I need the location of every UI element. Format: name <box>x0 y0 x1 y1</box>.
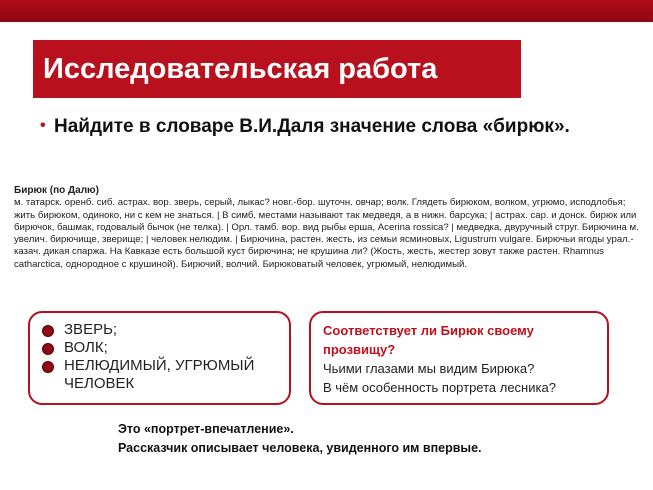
task-text: Найдите в словаре В.И.Даля значение слова «бирюк». <box>54 116 570 137</box>
questions-box <box>309 311 609 405</box>
question-1: Чьими глазами мы видим Бирюка? <box>323 361 535 376</box>
meaning-item: ВОЛК; <box>42 339 289 357</box>
question-2: В чём особенность портрета лесника? <box>323 380 556 395</box>
footer-note <box>118 420 598 458</box>
meaning-item: ЗВЕРЬ; <box>42 321 289 339</box>
footer-line-2: Рассказчик описывает человека, увиденного им впервые. <box>118 441 482 455</box>
dictionary-text: м. татарск. оренб. сиб. астрах. вор. зверь, серый, лыкас? новг.-бор. шуточн. овчар; волк. Глядеть бирюком, волком, угрюмо, исподлобья; жить бирюком, одиноко, ни с кем не знаться. | В симб. местами называют так медведя, а в нижн. барсука; | астрах. сар. и донск. бирюк или бирючок, башмак, годовалый бычок (не телка). | Орл. тамб. вор. вид рыбы ерша, Acerina rossica? | медведка, двуручный струг. Бирючина м. увелич. бирючище, зверище; | человек нелюдим. | Бирючина, растен. жесть, из семьи ясминовых, Ligustrum vulgare. Бирючьи ягоды урал.-казач. дикая спаржа. На Кавказе есть большой куст бирючина; не крушина ли? (Жость, жесть, жестер зовут также растен. Rhamnus catharctica, однородное с крушиной). Бирючий, волчий. Бирюковатый человек, угрюмый, нелюдимый. <box>14 197 639 270</box>
meanings-list <box>42 321 289 393</box>
dictionary-heading: Бирюк (по Далю) <box>14 185 99 196</box>
bullet-icon <box>42 343 54 355</box>
footer-line-1: Это «портрет-впечатление». <box>118 422 294 436</box>
meaning-item: НЕЛЮДИМЫЙ, УГРЮМЫЙ ЧЕЛОВЕК <box>42 357 289 393</box>
questions-text <box>323 321 603 397</box>
slide-title: Исследовательская работа <box>33 40 521 98</box>
bullet-icon <box>42 361 54 373</box>
dictionary-entry <box>14 185 644 271</box>
bullet-icon: • <box>40 117 46 134</box>
top-banner <box>0 0 653 22</box>
meanings-box <box>28 311 291 405</box>
bullet-icon <box>42 325 54 337</box>
main-question: Соответствует ли Бирюк своему прозвищу? <box>323 323 534 357</box>
